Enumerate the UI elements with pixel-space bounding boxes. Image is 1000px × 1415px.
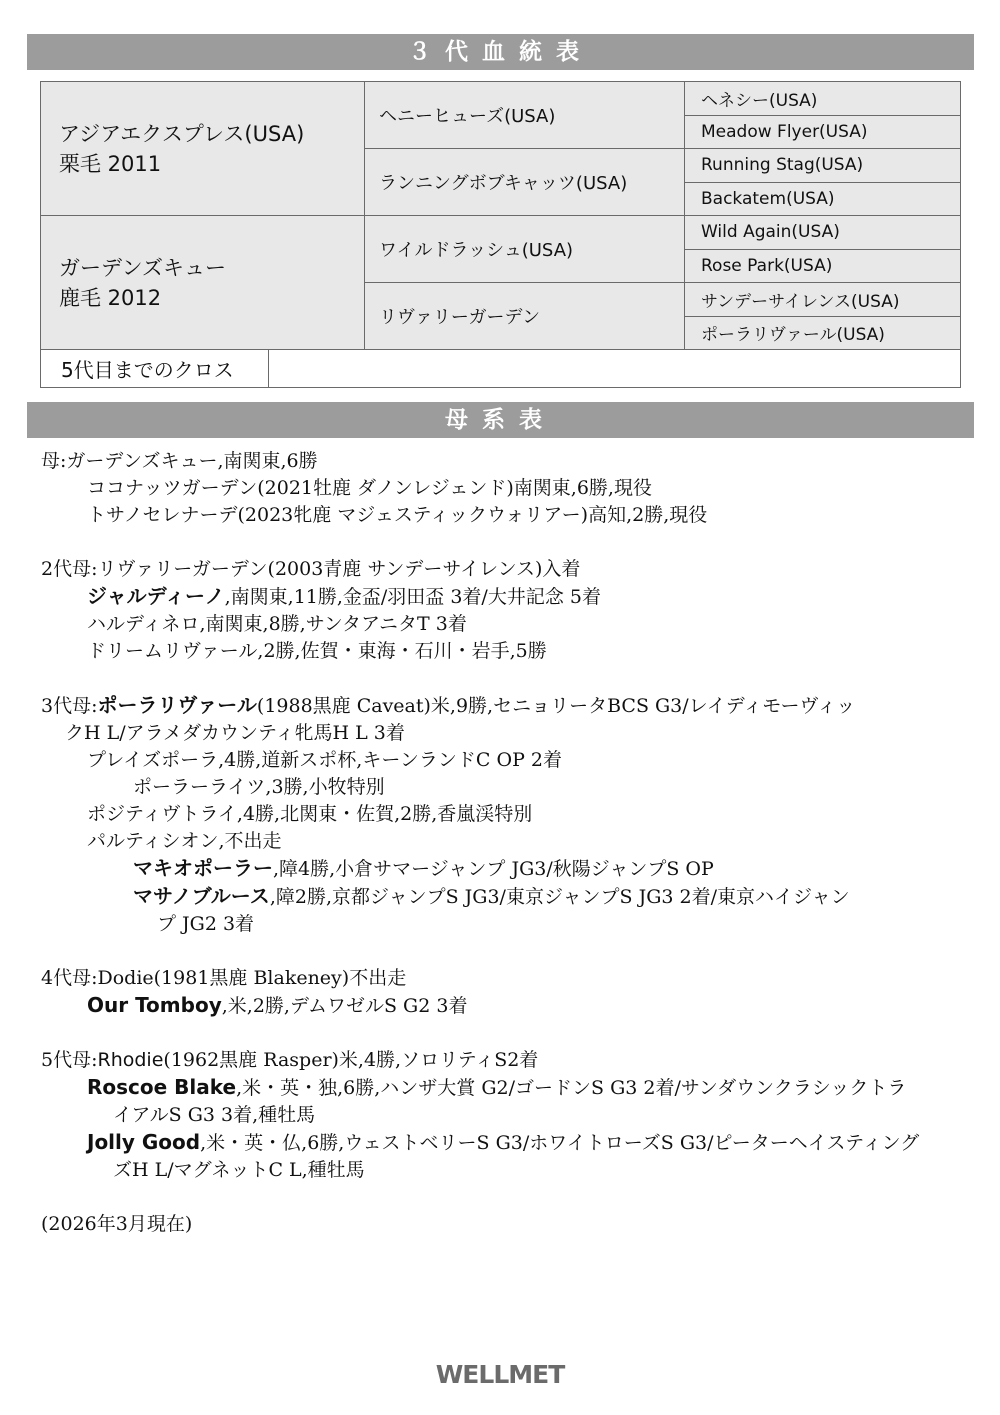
offspring-line: [41, 855, 966, 883]
dam-dam-cell: リヴァリーガーデン: [365, 283, 685, 350]
sire-coat-year: 栗毛 2011: [59, 151, 162, 176]
record-text: ,南関東,8勝,サンタアニタT 3着: [199, 613, 467, 635]
offspring-line: [41, 1074, 966, 1102]
g3-cell: Backatem(USA): [685, 182, 961, 216]
offspring-line: [41, 611, 966, 638]
record-text: ,米・英・独,6勝,ハンザ大賞 G2/ゴードンS G3 2着/サンダウンクラシックトラ: [236, 1077, 907, 1099]
generation-label: 5代母:: [41, 1049, 98, 1071]
offspring-line: ココナッツガーデン(2021牡鹿 ダノンレジェンド)南関東,6勝,現役: [87, 477, 652, 499]
family-section-title: 母系表: [27, 402, 974, 438]
stakes-placed-name: ハルディネロ: [87, 613, 200, 635]
record-text: ,南関東,11勝,金盃/羽田盃 3着/大井記念 5着: [224, 586, 601, 608]
offspring-line: ポーラーライツ,3勝,小牧特別: [133, 776, 385, 798]
third-dam-line: [41, 692, 966, 720]
wellmet-logo: WELLMET: [435, 1360, 565, 1389]
fourth-dam-line: 4代母:Dodie(1981黒鹿 Blakeney)不出走: [41, 967, 407, 989]
offspring-line: [41, 747, 966, 774]
sire-sire-cell: ヘニーヒューズ(USA): [365, 82, 685, 149]
continuation-line: クH L/アラメダカウンティ牝馬H L 3着: [65, 722, 405, 744]
offspring-line: [41, 583, 966, 611]
record-text: ,障2勝,京都ジャンプS JG3/東京ジャンプS JG3 2着/東京ハイジャン: [269, 886, 850, 908]
continuation-line: ズH L/マグネットC L,種牡馬: [113, 1159, 365, 1181]
record-text: ,米・英・仏,6勝,ウェストベリーS G3/ホワイトローズS G3/ピーターヘイスティング: [200, 1132, 920, 1154]
dam-coat-year: 鹿毛 2012: [59, 285, 162, 310]
dam-sire-cell: ワイルドラッシュ(USA): [365, 216, 685, 283]
cross-label: 5代目までのクロス: [41, 350, 269, 387]
offspring-line: パルティシオン,不出走: [87, 830, 282, 852]
stakes-winner-name: ポーラリヴァール: [97, 693, 257, 717]
fifth-dam-line: [41, 1047, 966, 1074]
stakes-winner-name: マキオポーラー: [133, 856, 273, 880]
pedigree-section-title: ３代血統表: [27, 34, 974, 70]
generation-label: 3代母:: [41, 695, 98, 717]
sire-dam-cell: ランニングボブキャッツ(USA): [365, 149, 685, 216]
offspring-line: [41, 992, 966, 1020]
offspring-line: [41, 1129, 966, 1157]
g3-cell: Meadow Flyer(USA): [685, 115, 961, 149]
dam-cell: [41, 216, 365, 350]
fifth-dam-name: Rhodie: [97, 1049, 164, 1071]
sire-cell: [41, 82, 365, 216]
stakes-winner-name: Our Tomboy: [87, 993, 222, 1017]
record-text: ,米,2勝,デムワゼルS G2 3着: [221, 995, 468, 1017]
offspring-line: ドリームリヴァール,2勝,佐賀・東海・石川・岩手,5勝: [87, 640, 547, 662]
g3-cell: Rose Park(USA): [685, 249, 961, 283]
offspring-line: トサノセレナーデ(2023牝鹿 マジェスティックウォリアー)高知,2勝,現役: [87, 504, 708, 526]
stakes-winner-name: ジャルディーノ: [87, 584, 225, 608]
record-text: ,4勝,道新スポ杯,キーンランドC OP 2着: [218, 749, 563, 771]
as-of-date: (2026年3月現在): [41, 1213, 193, 1235]
g3-cell: サンデーサイレンス(USA): [685, 283, 961, 317]
pedigree-table: [40, 81, 961, 388]
record-text: ,障4勝,小倉サマージャンプ JG3/秋陽ジャンプS OP: [273, 858, 714, 880]
continuation-line: イアルS G3 3着,種牡馬: [113, 1104, 316, 1126]
g3-cell: Running Stag(USA): [685, 149, 961, 183]
dam-line: 母:ガーデンズキュー,南関東,6勝: [41, 450, 318, 472]
stakes-winner-name: Jolly Good: [87, 1130, 201, 1154]
sire-name: アジアエクスプレス(USA): [59, 121, 305, 146]
cross-value: [269, 350, 961, 387]
g3-cell: ヘネシー(USA): [685, 82, 961, 116]
g3-cell: Wild Again(USA): [685, 216, 961, 250]
continuation-line: プ JG2 3着: [157, 913, 255, 935]
offspring-line: ポジティヴトライ,4勝,北関東・佐賀,2勝,香嵐渓特別: [87, 803, 533, 825]
record-text: (1962黒鹿 Rasper)米,4勝,ソロリティS2着: [163, 1049, 539, 1071]
dam-name: ガーデンズキュー: [59, 255, 226, 280]
g3-cell: ポーラリヴァール(USA): [685, 316, 961, 350]
stakes-winner-name: Roscoe Blake: [87, 1075, 237, 1099]
family-table: [41, 448, 966, 1238]
record-text: (1988黒鹿 Caveat)米,9勝,セニョリータBCS G3/レイディモーヴィッ: [256, 695, 856, 717]
offspring-line: [41, 883, 966, 911]
stakes-winner-name: マサノブルース: [133, 884, 270, 908]
second-dam-line: 2代母:リヴァリーガーデン(2003青鹿 サンデーサイレンス)入着: [41, 558, 581, 580]
cross-row: [41, 350, 961, 388]
stakes-placed-name: プレイズポーラ: [87, 749, 219, 771]
